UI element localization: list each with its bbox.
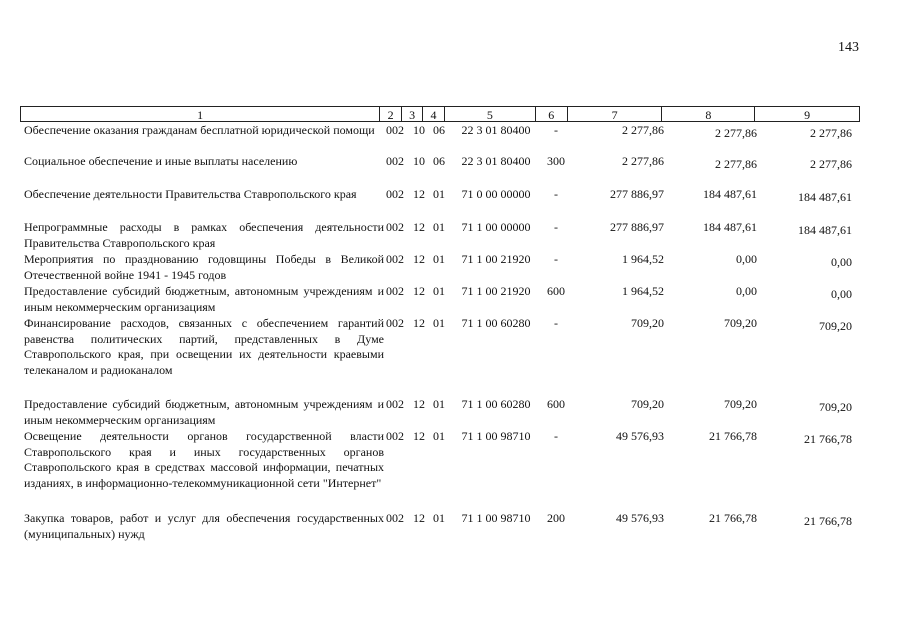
row-code-subsection: 01 bbox=[433, 187, 445, 201]
row-code-target: 22 3 01 80400 bbox=[461, 154, 531, 168]
row-amount-8: 0,00 bbox=[736, 284, 757, 298]
row-code-subsection: 01 bbox=[433, 284, 445, 298]
row-amount-8: 2 277,86 bbox=[715, 126, 757, 140]
row-code-target: 22 3 01 80400 bbox=[461, 123, 531, 137]
header-col-5: 5 bbox=[445, 107, 536, 121]
row-code-subsection: 01 bbox=[433, 252, 445, 266]
row-code-section: 12 bbox=[413, 511, 425, 525]
row-code-subsection: 01 bbox=[433, 220, 445, 234]
row-amount-7: 277 886,97 bbox=[610, 220, 664, 234]
row-code-section: 12 bbox=[413, 397, 425, 411]
header-col-8: 8 bbox=[662, 107, 755, 121]
row-description: Обеспечение оказания гражданам бесплатной юридической помощи bbox=[24, 123, 375, 137]
row-code-type: - bbox=[554, 252, 558, 266]
row-code-ministry: 002 bbox=[386, 252, 404, 266]
row-code-ministry: 002 bbox=[386, 284, 404, 298]
row-code-section: 12 bbox=[413, 316, 425, 330]
row-code-ministry: 002 bbox=[386, 429, 404, 443]
row-amount-9: 2 277,86 bbox=[810, 126, 852, 140]
row-code-ministry: 002 bbox=[386, 316, 404, 330]
row-code-type: 200 bbox=[547, 511, 565, 525]
table-row bbox=[20, 284, 860, 315]
header-col-1: 1 bbox=[21, 107, 380, 121]
row-code-section: 12 bbox=[413, 220, 425, 234]
row-amount-8: 2 277,86 bbox=[715, 157, 757, 171]
row-code-type: 300 bbox=[547, 154, 565, 168]
header-col-3: 3 bbox=[402, 107, 423, 121]
table-row bbox=[20, 154, 860, 173]
row-code-ministry: 002 bbox=[386, 154, 404, 168]
row-description: Непрограммные расходы в рамках обеспечения деятельности Правительства Ставропольского края bbox=[24, 220, 384, 250]
row-code-subsection: 01 bbox=[433, 316, 445, 330]
row-code-target: 71 1 00 98710 bbox=[461, 511, 531, 525]
row-code-type: - bbox=[554, 123, 558, 137]
row-amount-8: 184 487,61 bbox=[703, 220, 757, 234]
row-description: Мероприятия по празднованию годовщины Победы в Великой Отечественной войне 1941 - 1945 годов bbox=[24, 252, 384, 282]
page-number: 143 bbox=[838, 40, 859, 55]
row-code-subsection: 06 bbox=[433, 123, 445, 137]
row-code-ministry: 002 bbox=[386, 220, 404, 234]
row-code-target: 71 1 00 60280 bbox=[461, 397, 531, 411]
header-col-9: 9 bbox=[804, 108, 811, 122]
header-col-2: 2 bbox=[380, 107, 402, 121]
row-code-ministry: 002 bbox=[386, 123, 404, 137]
row-code-section: 10 bbox=[413, 123, 425, 137]
row-amount-7: 1 964,52 bbox=[622, 284, 664, 298]
table-row bbox=[20, 511, 860, 542]
table-row bbox=[20, 397, 860, 428]
table-row bbox=[20, 187, 860, 206]
row-amount-7: 49 576,93 bbox=[616, 429, 664, 443]
row-description: Обеспечение деятельности Правительства Ставропольского края bbox=[24, 187, 357, 201]
table-row bbox=[20, 429, 860, 491]
row-amount-7: 709,20 bbox=[631, 316, 664, 330]
row-amount-9: 709,20 bbox=[819, 319, 852, 333]
row-code-target: 71 1 00 21920 bbox=[461, 284, 531, 298]
row-description: Предоставление субсидий бюджетным, автономным учреждениям и иным некоммерческим организациям bbox=[24, 397, 384, 427]
row-amount-9: 21 766,78 bbox=[804, 514, 852, 528]
row-amount-8: 21 766,78 bbox=[709, 429, 757, 443]
row-amount-8: 184 487,61 bbox=[703, 187, 757, 201]
header-col-6: 6 bbox=[536, 107, 568, 121]
row-code-section: 12 bbox=[413, 252, 425, 266]
table-row bbox=[20, 252, 860, 283]
row-amount-7: 1 964,52 bbox=[622, 252, 664, 266]
header-col-7: 7 bbox=[568, 107, 663, 121]
row-code-type: - bbox=[554, 220, 558, 234]
row-code-subsection: 01 bbox=[433, 397, 445, 411]
row-amount-7: 709,20 bbox=[631, 397, 664, 411]
row-amount-8: 0,00 bbox=[736, 252, 757, 266]
row-code-section: 10 bbox=[413, 154, 425, 168]
row-code-subsection: 01 bbox=[433, 511, 445, 525]
row-code-ministry: 002 bbox=[386, 511, 404, 525]
row-code-type: - bbox=[554, 187, 558, 201]
row-description: Социальное обеспечение и иные выплаты населению bbox=[24, 154, 298, 168]
row-amount-7: 49 576,93 bbox=[616, 511, 664, 525]
row-code-section: 12 bbox=[413, 187, 425, 201]
header-col-4: 4 bbox=[423, 107, 445, 121]
row-amount-8: 21 766,78 bbox=[709, 511, 757, 525]
row-code-section: 12 bbox=[413, 284, 425, 298]
row-code-target: 71 0 00 00000 bbox=[461, 187, 531, 201]
row-amount-9: 709,20 bbox=[819, 400, 852, 414]
row-code-type: 600 bbox=[547, 284, 565, 298]
row-code-ministry: 002 bbox=[386, 187, 404, 201]
table-row bbox=[20, 123, 860, 142]
row-code-target: 71 1 00 21920 bbox=[461, 252, 531, 266]
row-description: Освещение деятельности органов государственной власти Ставропольского края и иных государственных органов Ставропольского края в средствах массовой информации, печатных изданиях, в информационно-телекоммуникационной сети "Интернет" bbox=[24, 429, 384, 490]
table-row bbox=[20, 220, 860, 251]
row-amount-9: 184 487,61 bbox=[798, 190, 852, 204]
row-code-subsection: 01 bbox=[433, 429, 445, 443]
row-amount-9: 184 487,61 bbox=[798, 223, 852, 237]
row-code-section: 12 bbox=[413, 429, 425, 443]
row-amount-9: 2 277,86 bbox=[810, 157, 852, 171]
row-code-target: 71 1 00 60280 bbox=[461, 316, 531, 330]
row-amount-8: 709,20 bbox=[724, 397, 757, 411]
row-code-target: 71 1 00 00000 bbox=[461, 220, 531, 234]
row-amount-9: 0,00 bbox=[831, 255, 852, 269]
table-header bbox=[20, 106, 860, 122]
row-amount-7: 277 886,97 bbox=[610, 187, 664, 201]
row-description: Закупка товаров, работ и услуг для обеспечения государственных (муниципальных) нужд bbox=[24, 511, 384, 541]
row-amount-7: 2 277,86 bbox=[622, 154, 664, 168]
row-code-type: - bbox=[554, 316, 558, 330]
row-amount-8: 709,20 bbox=[724, 316, 757, 330]
row-description: Предоставление субсидий бюджетным, автономным учреждениям и иным некоммерческим организациям bbox=[24, 284, 384, 314]
table-row bbox=[20, 316, 860, 378]
row-description: Финансирование расходов, связанных с обеспечением гарантий равенства политических партий, представленных в Думе Ставропольского края, при освещении их деятельности краевыми телеканалом и радиоканалом bbox=[24, 316, 384, 377]
row-code-ministry: 002 bbox=[386, 397, 404, 411]
row-code-subsection: 06 bbox=[433, 154, 445, 168]
row-amount-9: 21 766,78 bbox=[804, 432, 852, 446]
row-code-type: - bbox=[554, 429, 558, 443]
row-code-type: 600 bbox=[547, 397, 565, 411]
row-amount-7: 2 277,86 bbox=[622, 123, 664, 137]
row-code-target: 71 1 00 98710 bbox=[461, 429, 531, 443]
row-amount-9: 0,00 bbox=[831, 287, 852, 301]
